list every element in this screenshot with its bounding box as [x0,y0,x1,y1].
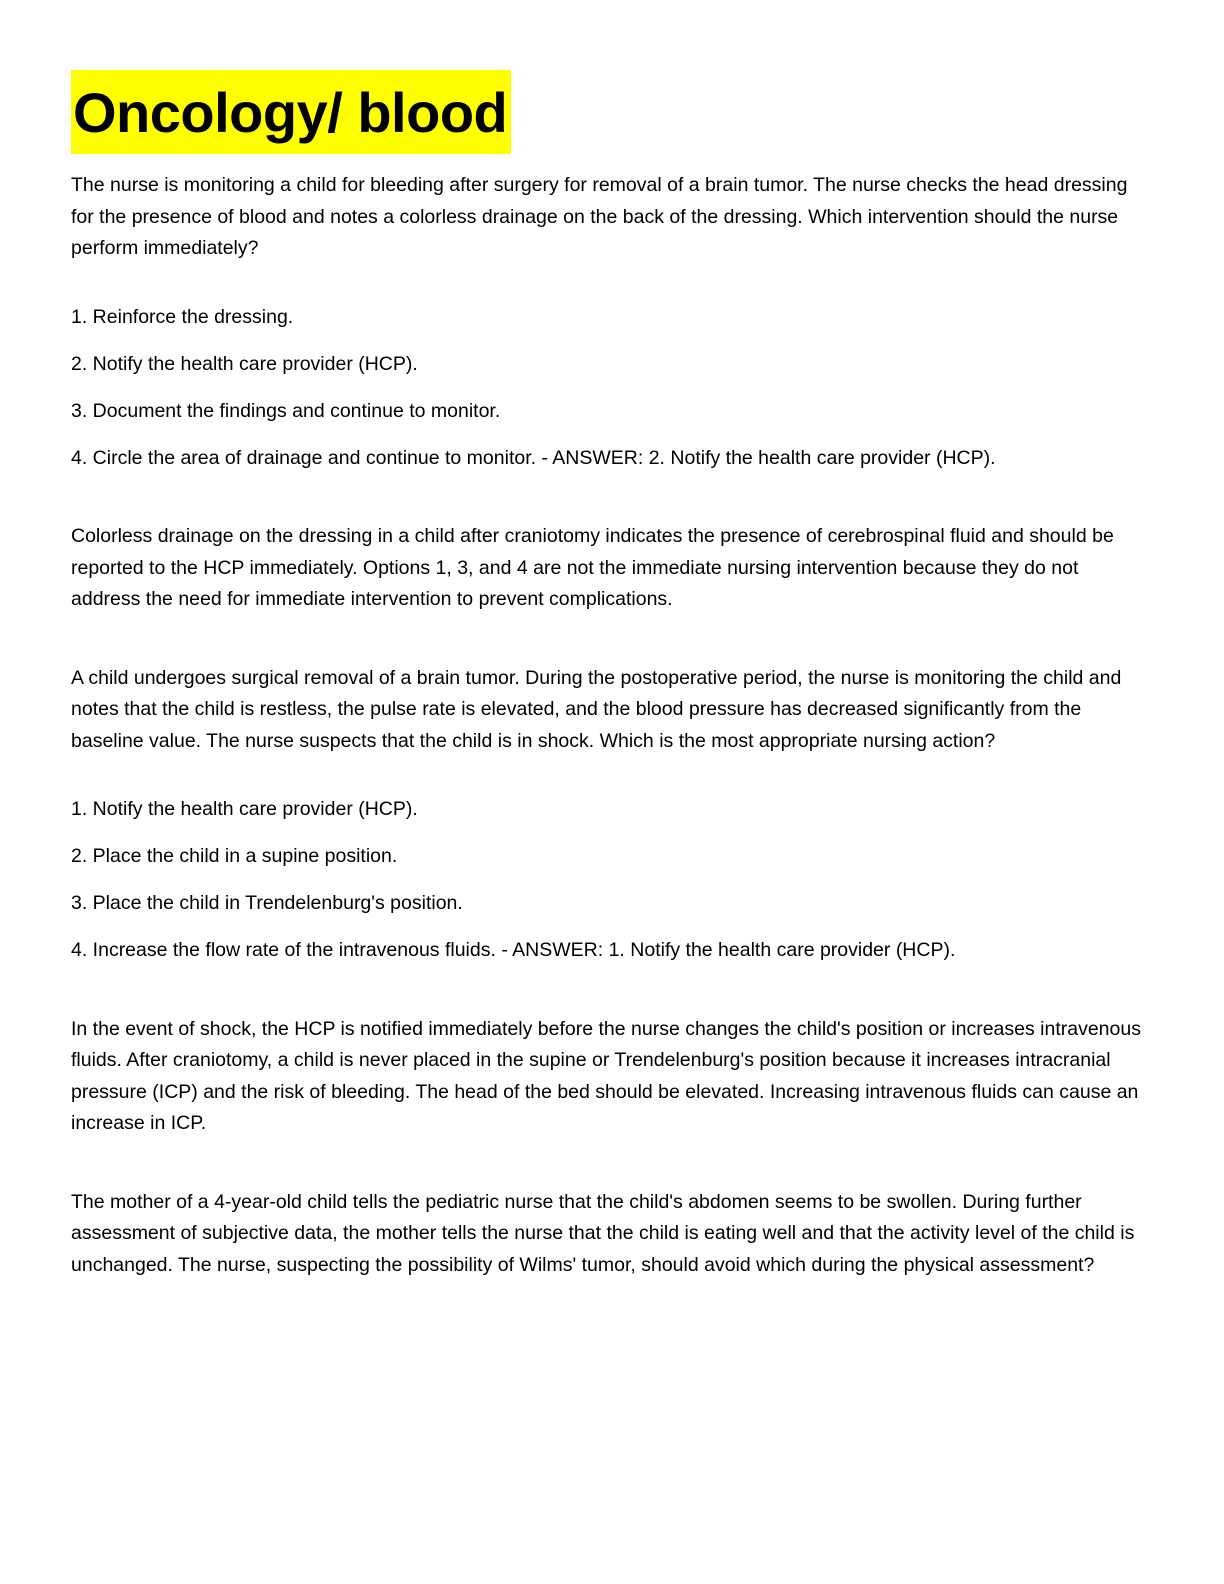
question-block-2 [71,663,1151,1187]
option-item: 3. Place the child in Trendelenburg's position. [71,892,463,914]
option-item: 2. Notify the health care provider (HCP). [71,352,418,375]
option-item: 1. Notify the health care provider (HCP). [71,798,418,820]
document-page [71,70,1151,1281]
rationale-text: Colorless drainage on the dressing in a child after craniotomy indicates the presence of cerebrospinal fluid and should be reported to the HCP immediately. Options 1, 3, and 4 are not the immediate nursing intervention because they do not address the need for immediate intervention to prevent complications. [71,525,1114,610]
title-highlight [71,70,511,154]
question-text: The mother of a 4-year-old child tells the pediatric nurse that the child's abdomen seems to be swollen. During further assessment of subjective data, the mother tells the nurse that the child is eating well and that the activity level of the child is unchanged. The nurse, suspecting the possibility of Wilms' tumor, should avoid which during the physical assessment? [71,1190,1135,1276]
option-item-with-answer: 4. Increase the flow rate of the intravenous fluids. - ANSWER: 1. Notify the health care provider (HCP). [71,939,956,961]
question-block-1 [71,170,1151,663]
option-item-with-answer: 4. Circle the area of drainage and continue to monitor. - ANSWER: 2. Notify the health care provider (HCP). [71,446,996,469]
question-text: The nurse is monitoring a child for bleeding after surgery for removal of a brain tumor. The nurse checks the head dressing for the presence of blood and notes a colorless drainage on the back of the dressing. Which intervention should the nurse perform immediately? [71,174,1128,259]
option-item: 3. Document the findings and continue to monitor. [71,399,501,422]
question-text: A child undergoes surgical removal of a brain tumor. During the postoperative period, the nurse is monitoring the child and notes that the child is restless, the pulse rate is elevated, and the blood pressure has decreased significantly from the baseline value. The nurse suspects that the child is in shock. Which is the most appropriate nursing action? [71,666,1122,752]
option-item: 2. Place the child in a supine position. [71,845,398,867]
question-block-3 [71,1187,1151,1282]
page-title: Oncology/ blood [73,81,508,144]
rationale-text: In the event of shock, the HCP is notified immediately before the nurse changes the child's position or increases intravenous fluids. After craniotomy, a child is never placed in the supine or Trendelenburg's position because it increases intracranial pressure (ICP) and the risk of bleeding. The head of the bed should be elevated. Increasing intravenous fluids can cause an increase in ICP. [71,1017,1141,1134]
option-item: 1. Reinforce the dressing. [71,305,294,328]
